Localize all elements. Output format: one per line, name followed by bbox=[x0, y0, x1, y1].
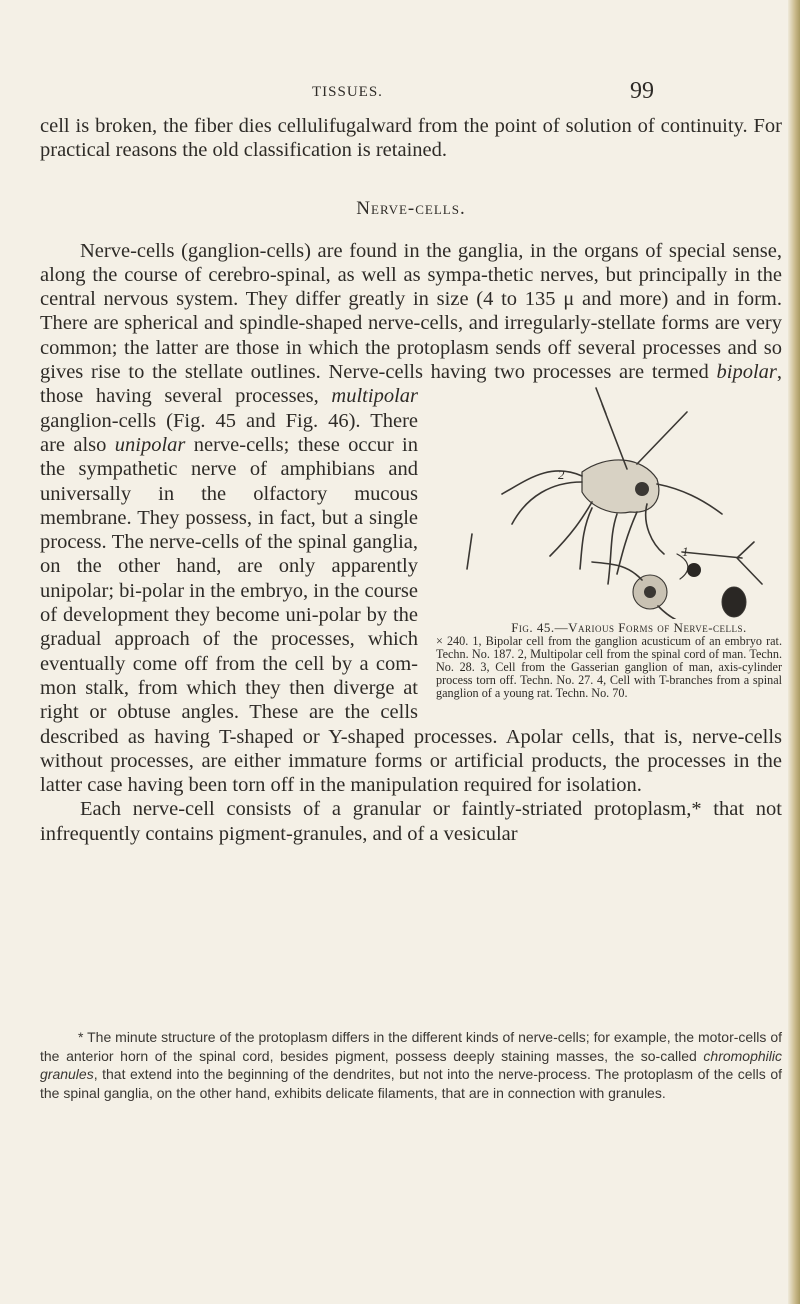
figure-label: 2 bbox=[558, 467, 565, 483]
cell-body-4 bbox=[687, 563, 701, 577]
paragraph-protoplasm: Each nerve-cell consists of a granular or faintly-striated protoplasm,* that not infrequently contains pigment-granules, and of a vesicular bbox=[40, 798, 782, 845]
paragraph-nerve-cells bbox=[40, 239, 782, 798]
caption-title: Fig. 45.—Various Forms of Nerve-cells. bbox=[511, 620, 747, 636]
cell-nucleus-2 bbox=[635, 482, 649, 496]
footnote bbox=[40, 1028, 782, 1103]
figure-45 bbox=[432, 384, 782, 700]
page-edge-shadow bbox=[788, 0, 800, 1304]
term-multipolar: multipolar bbox=[331, 385, 418, 408]
term-bipolar: bipolar bbox=[716, 361, 777, 384]
footnote-text: * The minute structure of the protoplasm differs in the different kinds of nerve-cells; for example, the motor-cells of the anterior horn of the spinal cord, besides pigment, possess deeply staining masses, the so-called bbox=[40, 1029, 782, 1064]
running-head: TISSUES. bbox=[312, 84, 383, 100]
paragraph-text: , those having several processes, bbox=[40, 361, 782, 408]
cell-nucleus-1 bbox=[644, 586, 656, 598]
paragraph-text: Nerve-cells (ganglion-cells) are found in the ganglia, in the organs of special sense, along the course of cerebro-spinal, as well as sympa-thetic nerves, but principally in the central nervous system. They differ greatly in size (4 to 135 μ and more) and in form. There are spherical and spindle-shaped nerve-cells, and irregularly-stellate forms are very common; the latter are those in which the protoplasm sends off several processes and so gives rise to the stellate outlines. Nerve-cells having two processes are termed bbox=[40, 239, 782, 384]
term-chromophilic-granules: chromophilic granules bbox=[40, 1047, 782, 1083]
paragraph-text: nerve-cells; these occur in the sympathetic nerve of amphibians and universally in the olfactory mucous membrane. They possess, in fact, but a single process. The nerve-cells of the spinal ganglia, on the other hand, are only apparently unipolar; bi-polar in the embryo, in the course of development they become uni-polar by the gradual approach of the processes, which eventually come off from the cell by a com-mon stalk, from which they then diverge at right or obtuse angles. These are the cells described as having T-shaped or Y-shaped processes. Apolar cells, that is, nerve-cells without processes, are either immature forms or artificial products, the processes in the latter case having been torn off in the manipulation required for isolation. bbox=[40, 433, 782, 797]
section-title: Nerve-cells. bbox=[356, 197, 466, 219]
page-number: 99 bbox=[630, 78, 654, 104]
term-unipolar: unipolar bbox=[114, 433, 186, 456]
paragraph-text: ganglion-cells (Fig. 45 and Fig. 46). There are also bbox=[40, 409, 418, 456]
nerve-cell-illustration bbox=[432, 384, 782, 619]
caption-body: × 240. 1, Bipolar cell from the ganglion acusticum of an embryo rat. Techn. No. 187. 2, Multipolar cell from the spinal cord of man. Techn. No. 28. 3, Cell from the Gasserian ganglion of man, axis-cylinder process torn off. Techn. No. 27. 4, Cell with T-branches from a spinal ganglion of a young rat. Techn. No. 70. bbox=[436, 633, 782, 701]
page-header bbox=[0, 78, 800, 108]
figure-caption bbox=[432, 621, 782, 700]
footnote-text: , that extend into the beginning of the dendrites, but not into the nerve-process. The protoplasm of the cells of the spinal ganglia, on the other hand, exhibits delicate filaments, that are in connection with granules. bbox=[40, 1066, 782, 1102]
paragraph-intro: cell is broken, the fiber dies cellulifugalward from the point of solution of continuity. For practical reasons the old classification is retained. bbox=[40, 115, 782, 162]
body-text bbox=[40, 114, 782, 846]
figure-label: 1 bbox=[682, 544, 689, 560]
